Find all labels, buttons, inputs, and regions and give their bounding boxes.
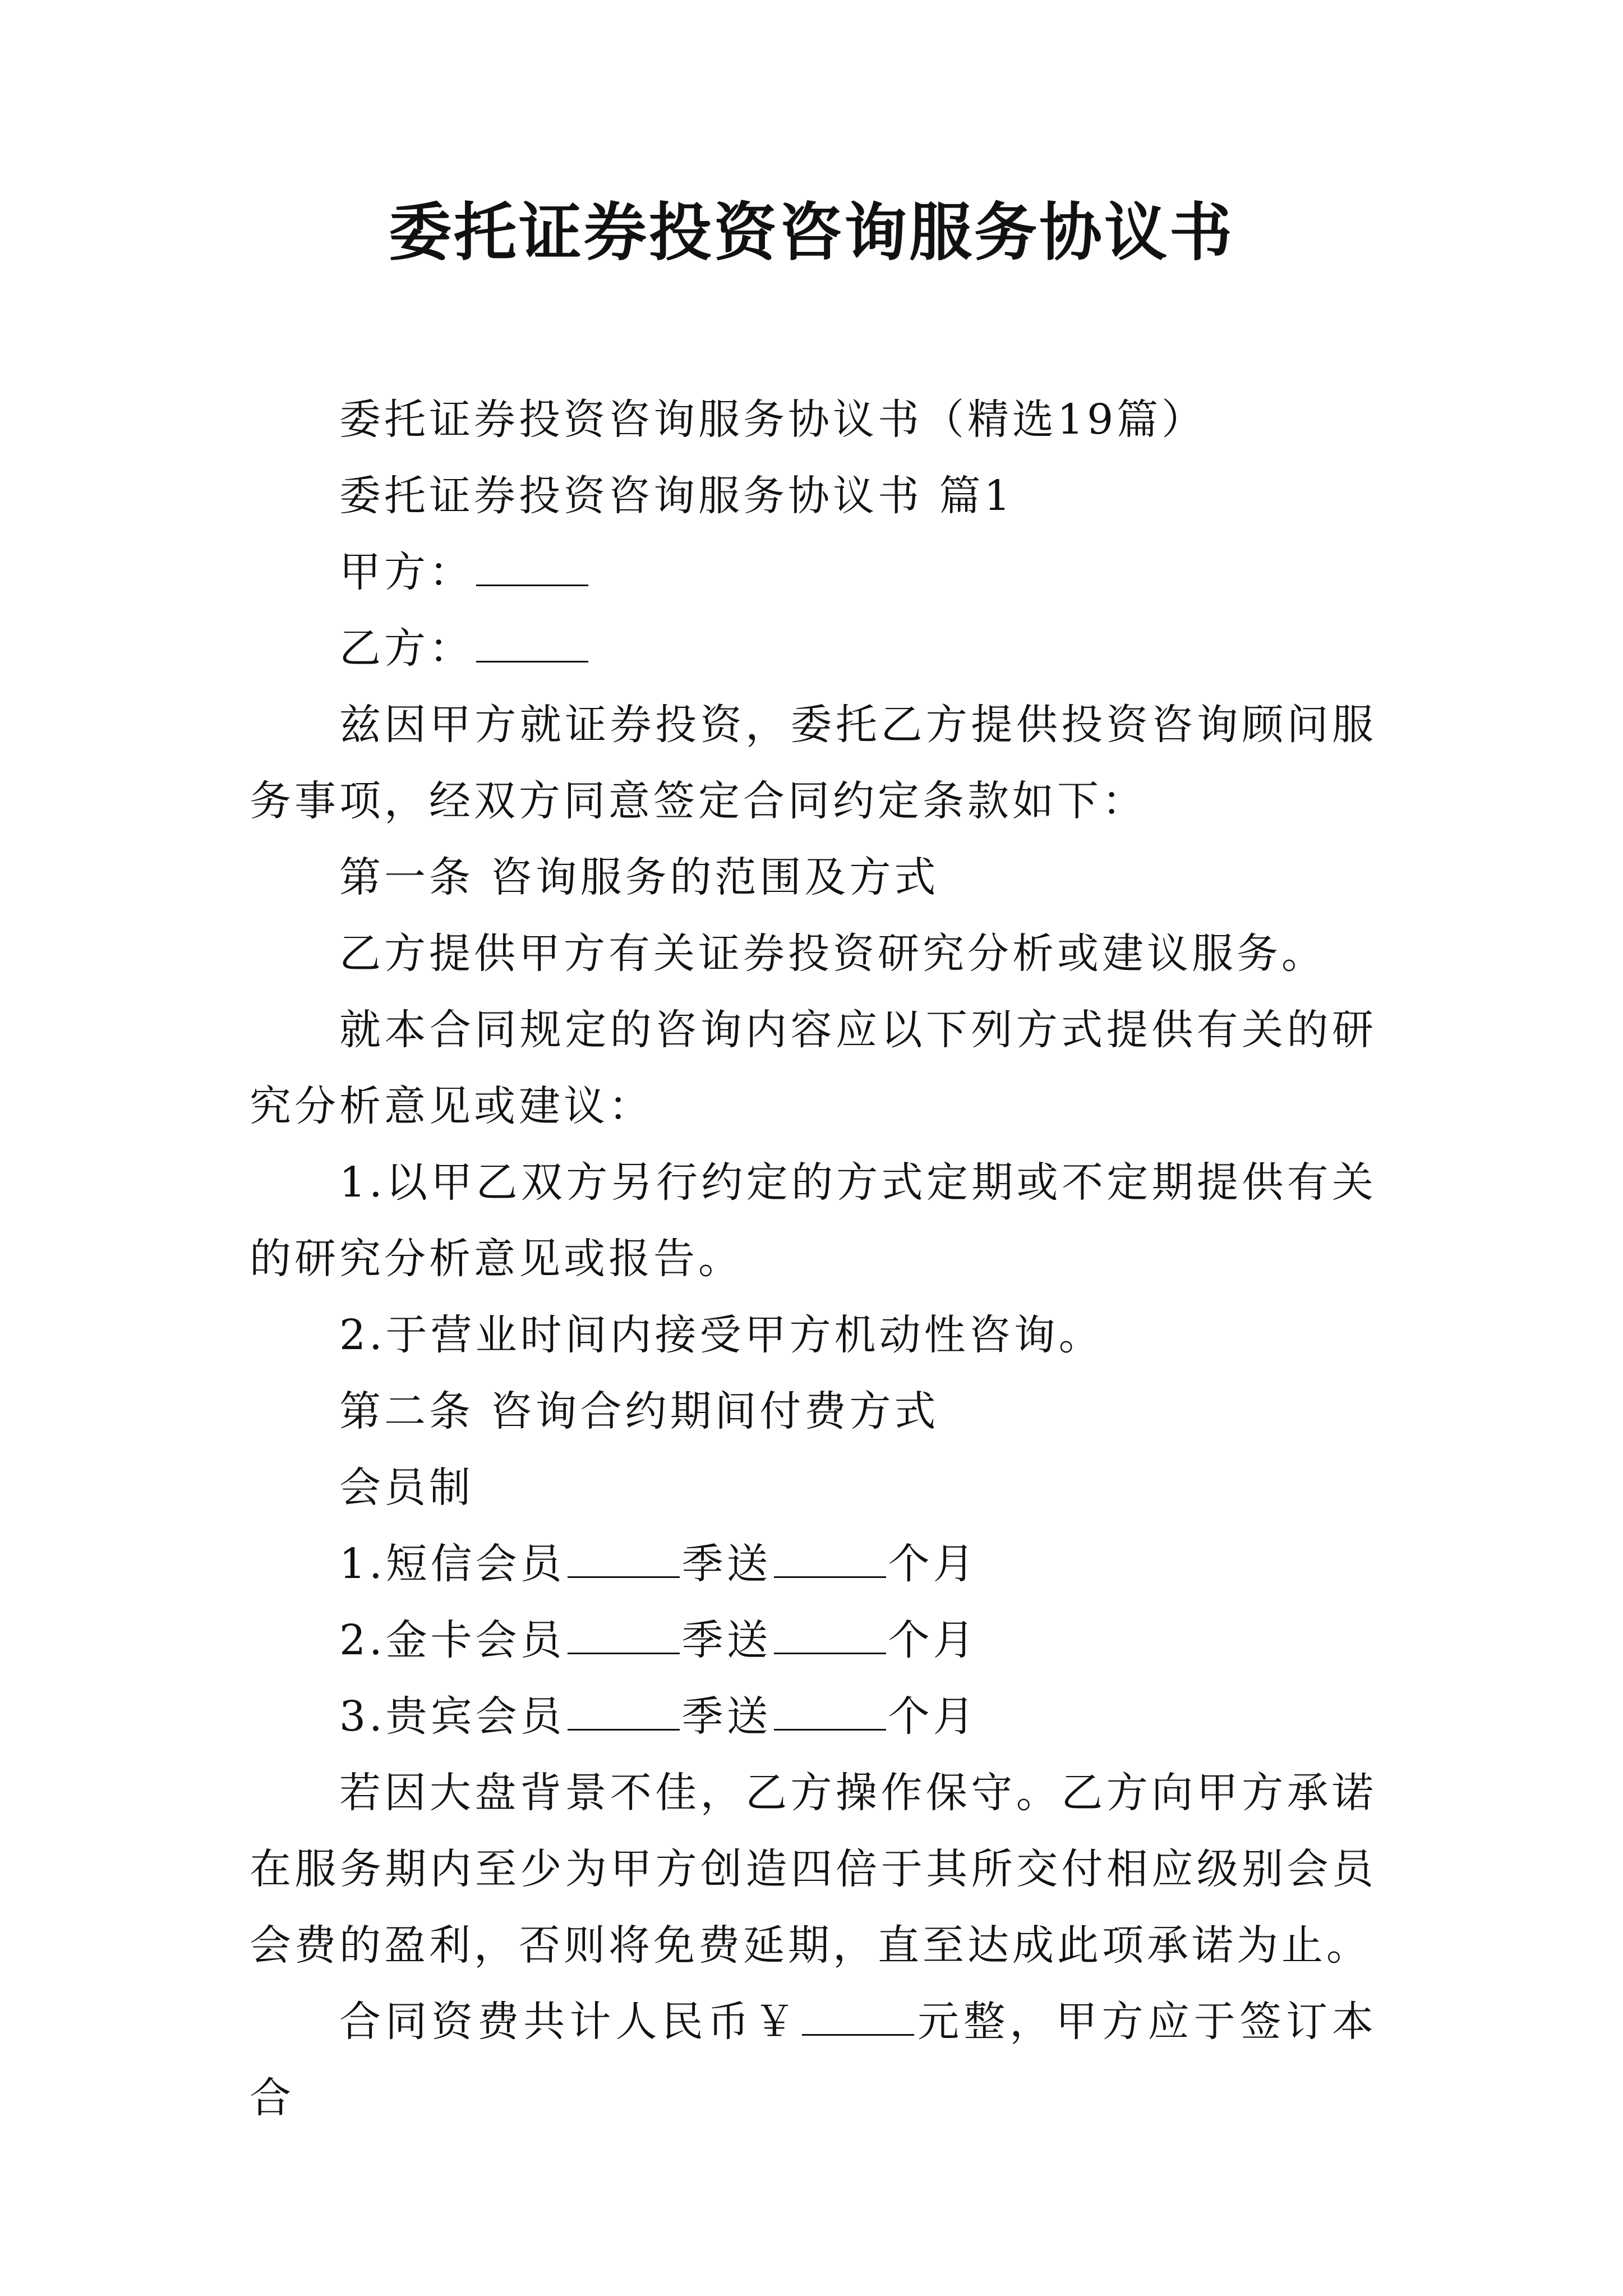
paragraph-service-scope: 乙方提供甲方有关证券投资研究分析或建议服务。 (339, 930, 1326, 978)
party-b-label: 乙方： (339, 624, 474, 673)
fee-continuation: 元整，甲方应于签订本合 (250, 1998, 1377, 2122)
paragraph-party-a (250, 534, 1377, 610)
member-sms-season: 季送 (681, 1540, 772, 1588)
member-sms-blank-1 (568, 1537, 680, 1578)
paragraph-article-two-heading: 第二条 咨询合约期间付费方式 (339, 1387, 939, 1435)
member-gold-month: 个月 (888, 1616, 978, 1664)
member-sms-blank-2 (774, 1537, 886, 1578)
paragraph-section-heading: 委托证券投资咨询服务协议书 篇1 (339, 472, 1014, 520)
member-gold-label: 2.金卡会员 (339, 1616, 565, 1664)
member-vip-blank-2 (774, 1690, 886, 1731)
party-a-label: 甲方： (339, 548, 474, 596)
paragraph-article-one-heading: 第一条 咨询服务的范围及方式 (339, 853, 939, 901)
member-sms-month: 个月 (888, 1540, 978, 1588)
paragraph-method-item-1: 1.以甲乙双方另行约定的方式定期或不定期提供有关的研究分析意见或报告。 (250, 1158, 1377, 1283)
paragraph-member-vip (250, 1678, 1377, 1755)
paragraph-fee (250, 1984, 1377, 2136)
paragraph-member-sms (250, 1526, 1377, 1602)
paragraph-guarantee: 若因大盘背景不佳，乙方操作保守。乙方向甲方承诺在服务期内至少为甲方创造四倍于其所交付相应级别会员会费的盈利，否则将免费延期，直至达成此项承诺为止。 (250, 1769, 1377, 1970)
party-b-blank (476, 622, 588, 662)
member-gold-season: 季送 (681, 1616, 772, 1664)
paragraph-service-method: 就本合同规定的咨询内容应以下列方式提供有关的研究分析意见或建议： (250, 1006, 1377, 1130)
paragraph-collection-title: 委托证券投资咨询服务协议书（精选19篇） (339, 395, 1207, 444)
paragraph-party-b (250, 610, 1377, 687)
member-vip-label: 3.贵宾会员 (339, 1692, 565, 1741)
fee-label: 合同资费共计人民币￥ (339, 1998, 800, 2046)
paragraph-membership: 会员制 (339, 1464, 474, 1512)
member-sms-label: 1.短信会员 (339, 1540, 565, 1588)
member-vip-blank-1 (568, 1690, 680, 1731)
member-gold-blank-2 (774, 1613, 886, 1654)
fee-blank (802, 1995, 914, 2036)
member-vip-month: 个月 (888, 1692, 978, 1741)
member-vip-season: 季送 (681, 1692, 772, 1741)
document-title: 委托证券投资咨询服务协议书 (389, 196, 1234, 269)
paragraph-method-item-2: 2.于营业时间内接受甲方机动性咨询。 (339, 1311, 1104, 1359)
party-a-blank (476, 545, 588, 586)
document-body (250, 381, 1377, 2136)
paragraph-preamble: 兹因甲方就证券投资，委托乙方提供投资咨询顾问服务事项，经双方同意签定合同约定条款如下： (250, 701, 1377, 825)
paragraph-member-gold (250, 1602, 1377, 1678)
member-gold-blank-1 (568, 1613, 680, 1654)
